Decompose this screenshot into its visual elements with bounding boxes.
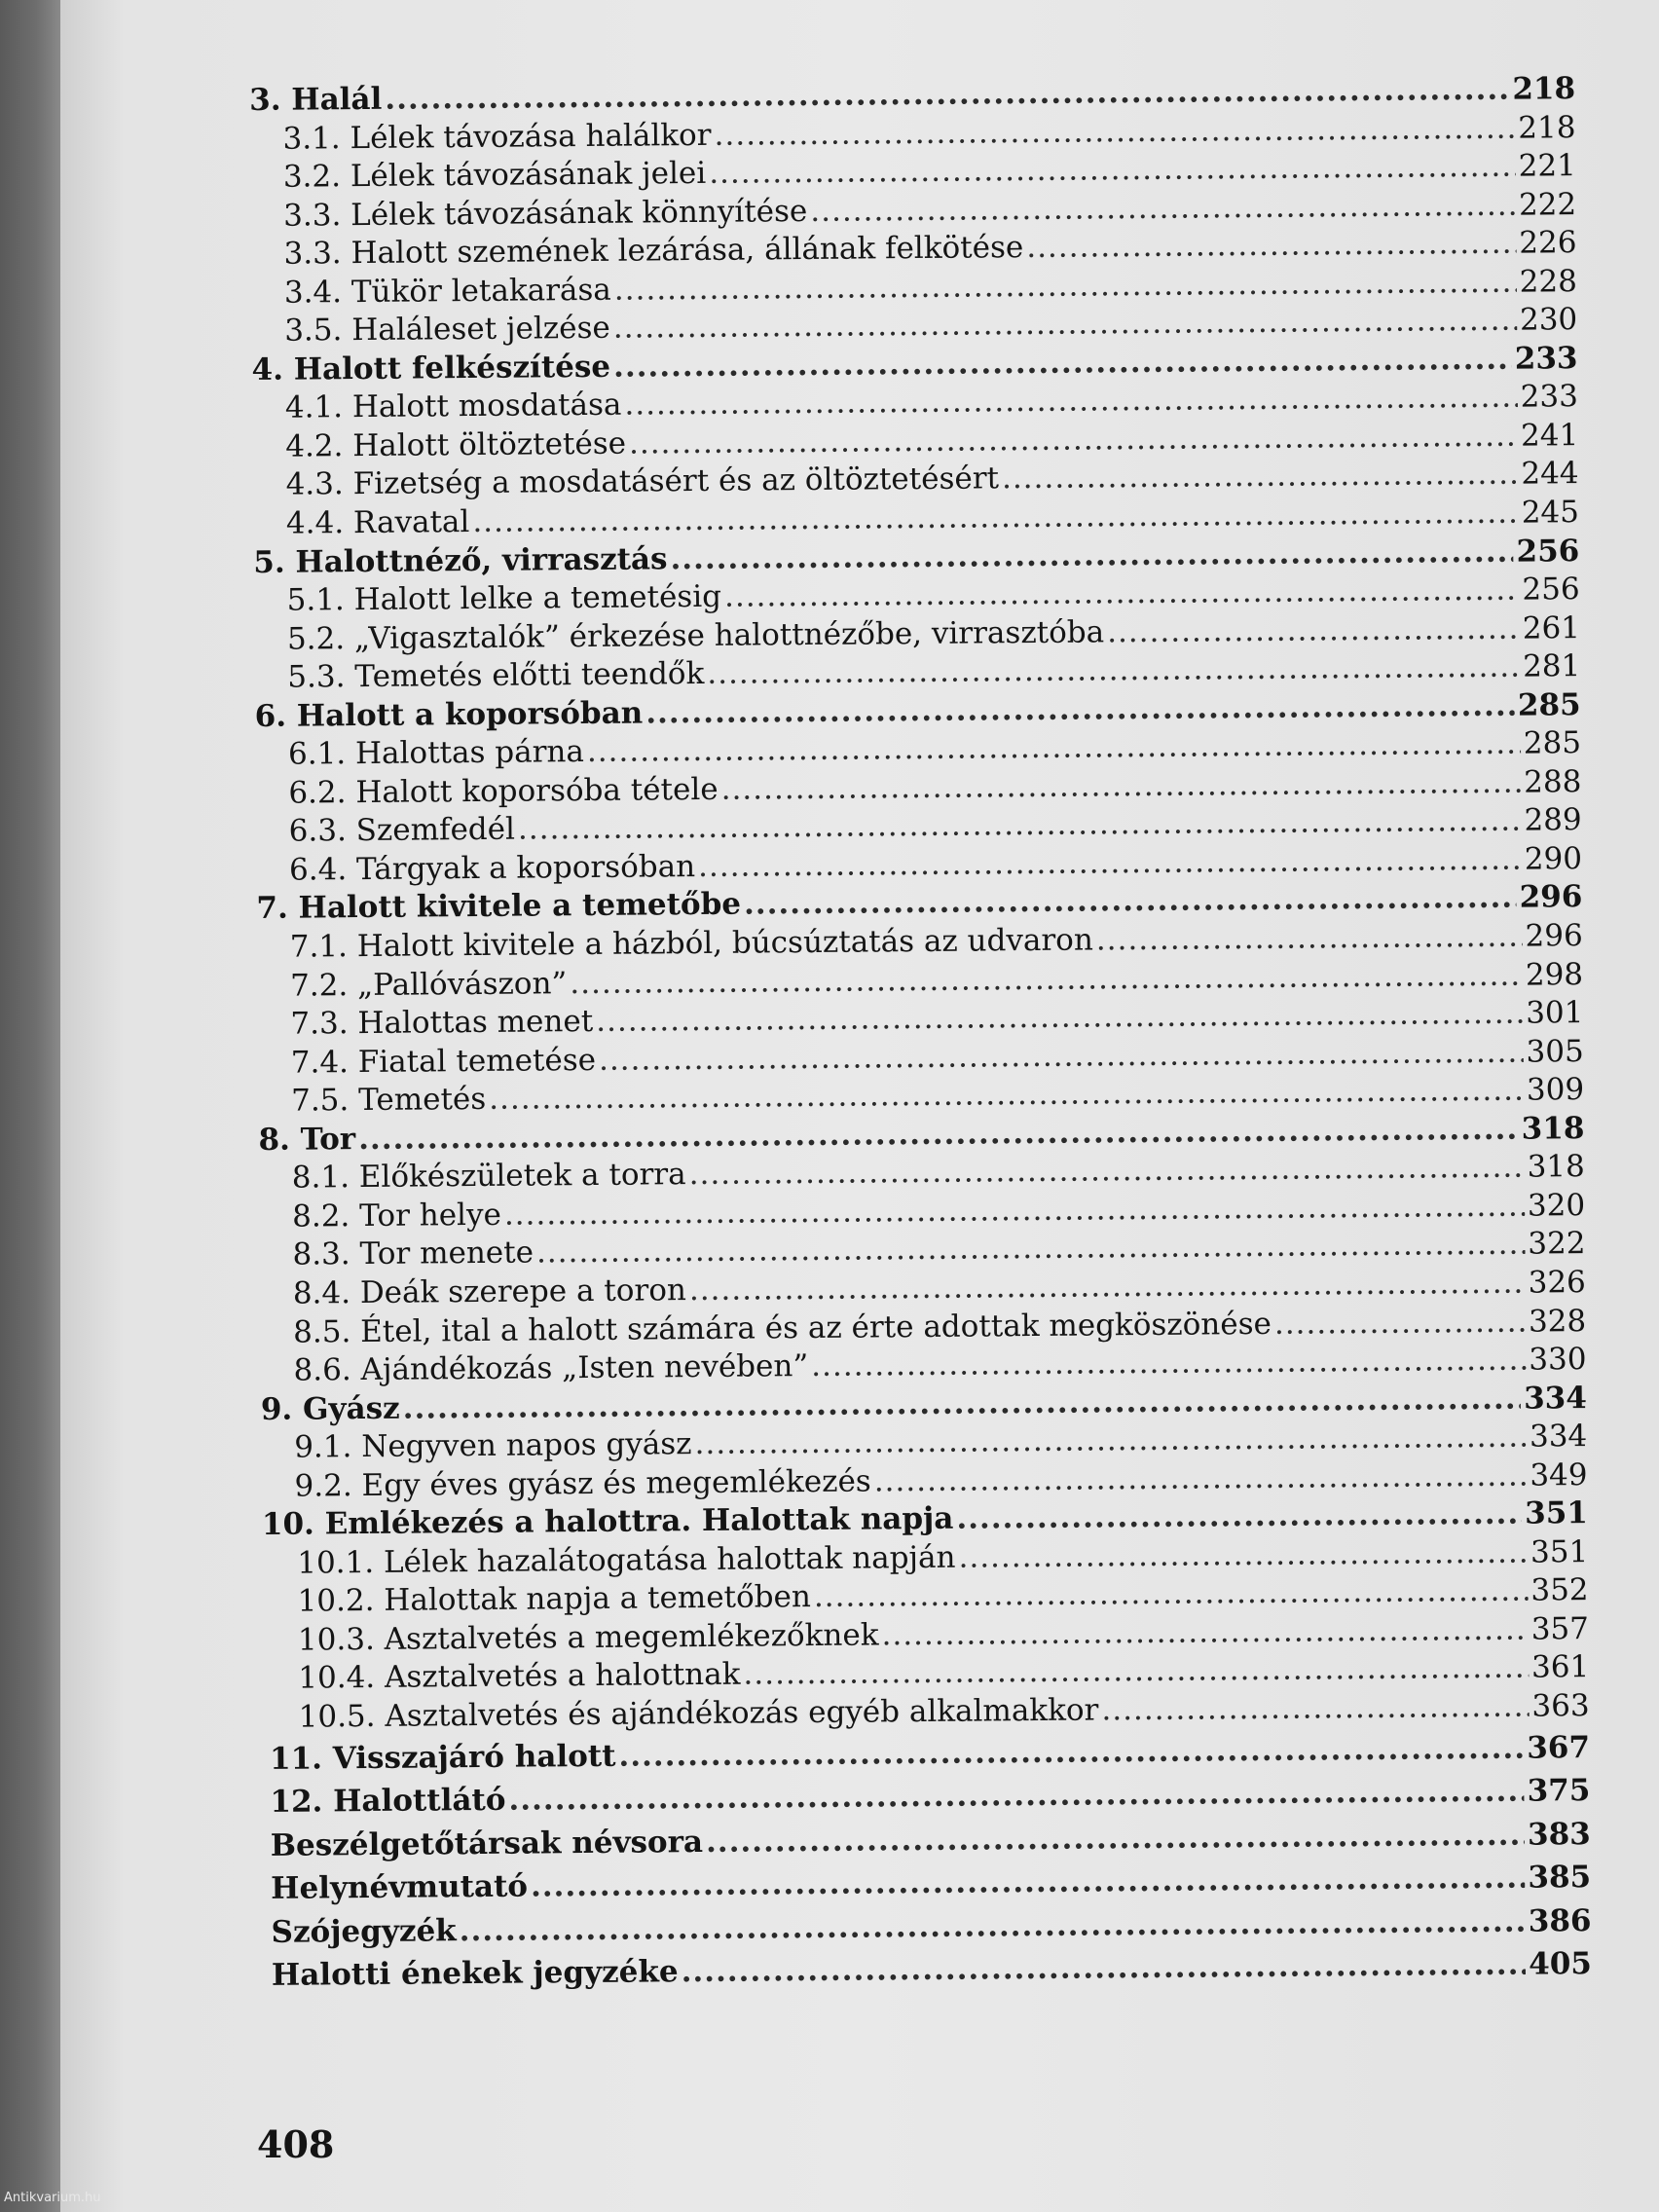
toc-entry-page: 233 xyxy=(1514,340,1578,377)
toc-entry-page: 228 xyxy=(1519,263,1577,300)
toc-entry-title: 10.5. Asztalvetés és ajándékozás egyéb alkalmakkor xyxy=(298,1692,1099,1735)
toc-entry-title: 7.1. Halott kivitele a házból, búcsúztatás az udvaron xyxy=(289,922,1093,965)
toc-entry-page: 218 xyxy=(1512,71,1576,107)
table-of-contents xyxy=(249,70,1592,1998)
toc-entry-title: 6.2. Halott koporsóba tétele xyxy=(288,771,719,811)
toc-entry-page: 218 xyxy=(1518,109,1576,146)
toc-entry-title: 5.2. „Vigasztalók” érkezése halottnézőbe, virrasztóba xyxy=(286,614,1105,657)
toc-entry-page: 351 xyxy=(1530,1533,1589,1570)
toc-entry-title: 4.4. Ravatal xyxy=(285,504,470,541)
toc-entry-page: 245 xyxy=(1521,495,1580,531)
toc-entry-page: 289 xyxy=(1524,802,1582,838)
toc-entry-page: 405 xyxy=(1529,1946,1593,1983)
toc-entry-page: 241 xyxy=(1520,418,1579,454)
toc-entry-title: 4.2. Halott öltöztetése xyxy=(285,425,627,464)
toc-entry-page: 226 xyxy=(1519,225,1577,261)
toc-entry-page: 328 xyxy=(1528,1303,1587,1340)
toc-entry-title: 8.6. Ajándékozás „Isten nevében” xyxy=(293,1348,809,1388)
toc-entry-page: 281 xyxy=(1522,648,1581,684)
toc-entry-page: 288 xyxy=(1523,763,1582,800)
toc-entry-page: 298 xyxy=(1525,956,1584,993)
toc-entry-title: 6.4. Tárgyak a koporsóban xyxy=(288,848,696,888)
toc-entry-title: 11. Visszajáró halott xyxy=(269,1738,616,1777)
dot-leader xyxy=(1274,1303,1526,1344)
dot-leader xyxy=(811,1342,1526,1386)
toc-entry-title: Helynévmutató xyxy=(271,1868,529,1907)
dot-leader xyxy=(706,1813,1525,1863)
dot-leader xyxy=(1101,1688,1529,1730)
toc-entry-page: 357 xyxy=(1530,1610,1590,1647)
toc-entry-page: 233 xyxy=(1520,379,1579,415)
toc-entry-page: 326 xyxy=(1528,1265,1586,1301)
toc-entry-page: 261 xyxy=(1522,609,1581,646)
toc-entry-page: 318 xyxy=(1527,1149,1585,1185)
toc-entry-page: 363 xyxy=(1531,1688,1590,1724)
toc-entry-page: 256 xyxy=(1522,571,1580,608)
dot-leader xyxy=(744,879,1517,924)
toc-entry-page: 383 xyxy=(1527,1816,1591,1853)
toc-entry-page: 301 xyxy=(1526,995,1584,1031)
toc-entry-title: 3.3. Lélek távozásának könnyítése xyxy=(283,193,808,234)
toc-entry-title: 7. Halott kivitele a temetőbe xyxy=(256,887,742,927)
toc-entry-title: 3.3. Halott szemének lezárása, állának felkötése xyxy=(283,230,1024,272)
toc-entry-page: 285 xyxy=(1523,725,1582,761)
toc-entry-title: 4. Halott felkészítése xyxy=(251,349,611,387)
toc-entry-title: 4.1. Halott mosdatása xyxy=(284,387,622,426)
toc-entry-page: 385 xyxy=(1528,1860,1592,1896)
toc-entry-title: 8.5. Étel, ital a halott számára és az érte adottak megköszönése xyxy=(293,1306,1272,1350)
dot-leader xyxy=(1002,456,1519,498)
toc-entry-page: 290 xyxy=(1524,841,1583,877)
toc-entry-page: 386 xyxy=(1528,1902,1592,1939)
toc-entry-page: 296 xyxy=(1525,918,1583,954)
toc-entry-title: 8.4. Deák szerepe a toron xyxy=(292,1272,687,1311)
toc-entry-page: 244 xyxy=(1521,456,1579,493)
dot-leader xyxy=(958,1533,1528,1577)
toc-entry-page: 334 xyxy=(1529,1419,1588,1455)
dot-leader xyxy=(618,1726,1524,1778)
toc-entry-page: 367 xyxy=(1527,1729,1591,1766)
toc-entry-title: 3.4. Tükör letakarása xyxy=(283,272,611,311)
toc-entry-title: 7.5. Temetés xyxy=(290,1082,487,1119)
toc-entry-title: 4.3. Fizetség a mosdatásért és az öltöztetésért xyxy=(285,461,1000,503)
toc-entry-title: 5. Halottnéző, virrasztás xyxy=(253,540,668,580)
toc-entry-title: Halotti énekek jegyzéke xyxy=(271,1954,679,1994)
toc-entry-page: 352 xyxy=(1530,1572,1589,1608)
dot-leader xyxy=(881,1610,1529,1654)
toc-entry-page: 334 xyxy=(1523,1380,1588,1417)
toc-entry-page: 351 xyxy=(1525,1495,1589,1531)
toc-entry-page: 320 xyxy=(1527,1187,1586,1224)
dot-leader xyxy=(1096,918,1523,960)
toc-entry-page: 361 xyxy=(1530,1649,1590,1685)
dot-leader xyxy=(1107,609,1520,651)
dot-leader xyxy=(1026,225,1516,268)
toc-entry-title: 5.3. Temetés előtti teendők xyxy=(287,656,705,695)
toc-entry-title: 5.1. Halott lelke a temetésig xyxy=(286,578,722,618)
toc-entry-title: 3. Halál xyxy=(249,81,383,118)
toc-entry-title: 7.4. Fiatal temetése xyxy=(290,1042,597,1081)
dot-leader xyxy=(814,1572,1529,1617)
dot-leader xyxy=(743,1649,1529,1695)
toc-entry-title: 6. Halott a koporsóban xyxy=(254,695,644,734)
book-spine-shadow xyxy=(0,0,60,2212)
toc-entry-title: 8. Tor xyxy=(258,1121,356,1158)
toc-entry-page: 296 xyxy=(1519,879,1583,916)
toc-entry-title: 6.3. Szemfedél xyxy=(288,812,516,850)
toc-entry-title: 3.2. Lélek távozásának jelei xyxy=(282,156,707,195)
dot-leader xyxy=(956,1495,1522,1539)
toc-entry-page: 221 xyxy=(1518,148,1576,184)
toc-entry-title: 7.3. Halottas menet xyxy=(290,1004,594,1042)
toc-entry-title: 3.5. Haláleset jelzése xyxy=(284,311,610,349)
toc-entry-page: 322 xyxy=(1528,1226,1586,1262)
dot-leader xyxy=(874,1456,1528,1500)
toc-entry-page: 309 xyxy=(1526,1072,1585,1108)
page-number: 408 xyxy=(257,2122,335,2166)
toc-entry-title: 6.1. Halottas párna xyxy=(287,734,585,772)
watermark: Antikvarium.hu xyxy=(4,2191,101,2205)
toc-entry-page: 222 xyxy=(1518,186,1577,223)
toc-entry-page: 305 xyxy=(1526,1033,1584,1070)
toc-entry-page: 285 xyxy=(1517,686,1581,723)
toc-entry-title: 10.3. Asztalvetés a megemlékezőknek xyxy=(297,1617,879,1658)
toc-entry-title: 9. Gyász xyxy=(260,1390,400,1427)
toc-entry-page: 330 xyxy=(1529,1342,1587,1378)
toc-entry-title: 10.2. Halottak napja a temetőben xyxy=(297,1579,812,1619)
toc-entry-title: 7.2. „Pallóvászon” xyxy=(289,965,568,1004)
toc-entry-title: 8.2. Tor helye xyxy=(292,1197,502,1235)
toc-entry-page: 375 xyxy=(1527,1773,1591,1809)
toc-entry-page: 230 xyxy=(1519,302,1578,338)
toc-entry-title: Beszélgetőtársak névsora xyxy=(270,1824,704,1863)
dot-leader xyxy=(810,186,1516,231)
toc-entry-title: 10.1. Lélek hazalátogatása halottak napján xyxy=(297,1539,956,1581)
toc-entry-title: 10. Emlékezés a halottra. Halottak napja xyxy=(261,1500,954,1543)
dot-leader xyxy=(681,1943,1526,1994)
toc-entry-title: 9.1. Negyven napos gyász xyxy=(294,1426,692,1465)
toc-entry-page: 256 xyxy=(1516,533,1580,570)
toc-entry-title: 10.4. Asztalvetés a halottnak xyxy=(298,1657,741,1697)
toc-entry-page: 349 xyxy=(1530,1456,1588,1493)
toc-entry-title: 3.1. Lélek távozása halálkor xyxy=(282,117,712,157)
toc-entry-page: 318 xyxy=(1521,1110,1585,1147)
toc-entry-title: 8.1. Előkészületek a torra xyxy=(291,1157,686,1196)
toc-entry-title: 12. Halottlátó xyxy=(270,1782,506,1820)
toc-entry-title: 9.2. Egy éves gyász és megemlékezés xyxy=(294,1463,871,1504)
toc-entry-title: Szójegyzék xyxy=(271,1913,457,1950)
toc-entry-title: 8.3. Tor menete xyxy=(292,1235,535,1273)
